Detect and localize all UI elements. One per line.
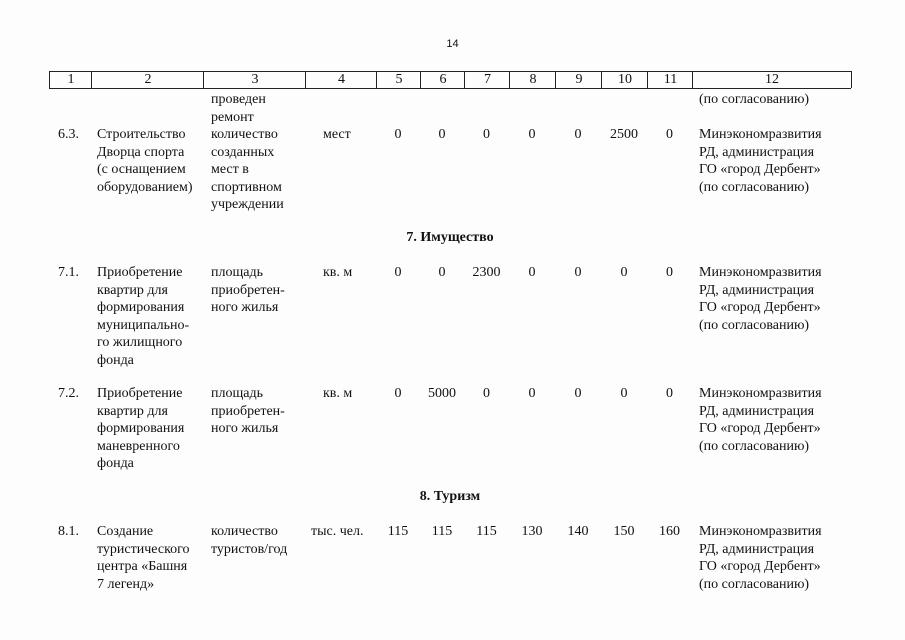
row-value-8: 0 [528,386,536,401]
row-value-9: 0 [574,386,582,401]
section-heading-tourism: 8. Туризм [419,489,481,504]
header-col-1: 1 [49,71,92,88]
row-value-10: 0 [620,386,628,401]
row-value-6: 0 [438,127,446,142]
row-value-6: 0 [438,265,446,280]
header-col-12: 12 [692,71,852,88]
row-value-9: 0 [574,127,582,142]
row-responsible: Минэкономразвития РД, администрация ГО «город Дербент» (по согласованию) [699,524,822,592]
header-col-11: 11 [647,71,693,88]
row-value-6: 5000 [428,386,456,401]
continuation-indicator: проведен ремонт [211,92,266,125]
header-col-4: 4 [305,71,377,88]
row-value-11: 0 [666,127,673,142]
section-heading-property: 7. Имущество [406,230,494,245]
row-value-7: 0 [483,386,490,401]
row-indicator: количество туристов/год [211,524,288,557]
row-name: Приобретение квартир для формирования муниципально- го жилищного фонда [97,265,190,368]
row-value-7: 115 [476,524,497,539]
row-value-5: 0 [394,265,402,280]
row-unit: мест [323,127,351,142]
row-responsible: Минэкономразвития РД, администрация ГО «город Дербент» (по согласованию) [699,386,822,454]
row-value-10: 150 [613,524,635,539]
header-col-9: 9 [555,71,602,88]
continuation-responsible: (по согласованию) [699,92,810,107]
row-value-10: 0 [620,265,628,280]
row-value-5: 0 [394,386,402,401]
row-value-8: 130 [521,524,543,539]
row-unit: кв. м [323,386,353,401]
page-number: 14 [446,38,459,50]
header-col-6: 6 [420,71,465,88]
header-col-3: 3 [203,71,306,88]
row-value-5: 0 [394,127,402,142]
row-value-8: 0 [528,127,536,142]
row-value-7: 2300 [472,265,501,280]
header-col-2: 2 [91,71,204,88]
row-value-10: 2500 [610,127,638,142]
row-indicator: площадь приобретен- ного жилья [211,386,285,436]
row-id: 8.1. [58,524,79,539]
row-value-11: 160 [659,524,680,539]
row-value-7: 0 [483,127,490,142]
row-unit: кв. м [323,265,353,280]
row-value-6: 115 [431,524,453,539]
row-id: 7.1. [58,265,79,280]
row-unit: тыс. чел. [311,524,364,539]
header-col-10: 10 [601,71,648,88]
row-name: Создание туристического центра «Башня 7 легенд» [97,524,190,592]
row-indicator: площадь приобретен- ного жилья [211,265,285,315]
row-id: 7.2. [58,386,79,401]
header-col-7: 7 [464,71,510,88]
row-value-9: 140 [567,524,589,539]
row-name: Строительство Дворца спорта (с оснащением оборудованием) [97,127,193,195]
header-col-5: 5 [376,71,421,88]
row-value-9: 0 [574,265,582,280]
row-name: Приобретение квартир для формирования маневренного фонда [97,386,185,471]
header-col-8: 8 [509,71,556,88]
row-responsible: Минэкономразвития РД, администрация ГО «город Дербент» (по согласованию) [699,265,822,333]
row-value-11: 0 [666,265,673,280]
row-id: 6.3. [58,127,79,142]
row-indicator: количество созданных мест в спортивном учреждении [211,127,284,212]
row-responsible: Минэкономразвития РД, администрация ГО «город Дербент» (по согласованию) [699,127,822,195]
row-value-11: 0 [666,386,673,401]
row-value-5: 115 [387,524,409,539]
row-value-8: 0 [528,265,536,280]
header-bottom-rule [49,88,851,89]
